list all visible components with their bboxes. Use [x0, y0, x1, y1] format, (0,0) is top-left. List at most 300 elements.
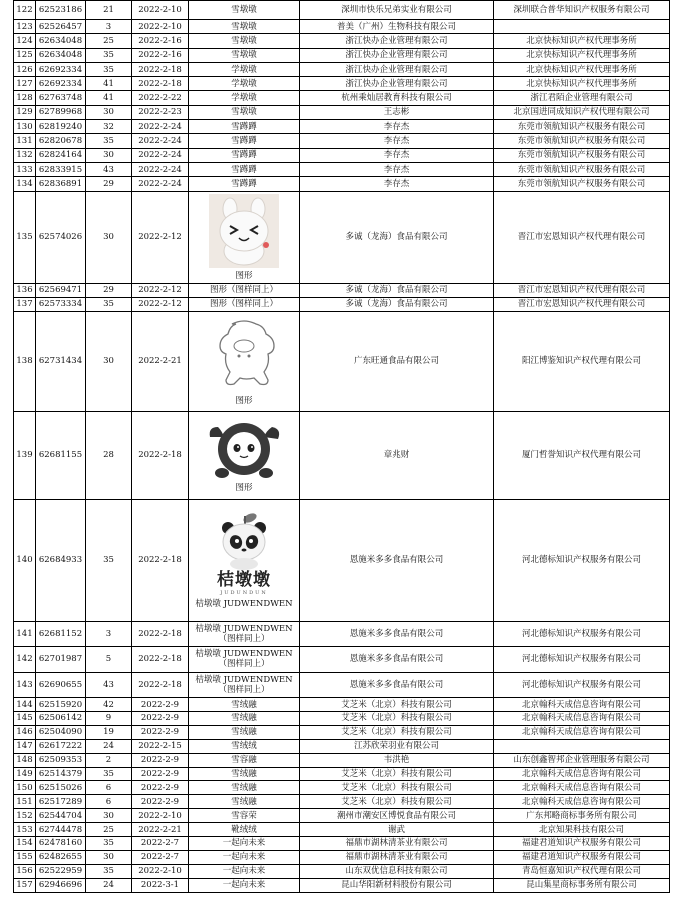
registration-number: 62523186	[36, 1, 86, 20]
trademark-name: 雪容荣	[189, 809, 300, 823]
row-number: 154	[14, 836, 36, 850]
registration-number: 62574026	[36, 191, 86, 283]
application-date: 2022-2-7	[132, 850, 189, 864]
row-number: 148	[14, 753, 36, 767]
agent: 北京翰科天成信息咨询有限公司	[494, 698, 670, 712]
class-number: 3	[86, 20, 132, 34]
registration-number: 62833915	[36, 162, 86, 176]
applicant: 广东旺通食品有限公司	[300, 311, 494, 411]
class-number: 30	[86, 148, 132, 162]
registration-number: 62692334	[36, 77, 86, 91]
class-number: 32	[86, 120, 132, 134]
applicant: 艾芝米（北京）科技有限公司	[300, 725, 494, 739]
trademark-figure-cell	[189, 499, 300, 621]
applicant: 福鼎市湖林清茶业有限公司	[300, 850, 494, 864]
registration-number: 62819240	[36, 120, 86, 134]
row-number: 127	[14, 77, 36, 91]
table-row	[14, 311, 670, 411]
table-row	[14, 725, 670, 739]
table-row	[14, 162, 670, 176]
trademark-name: 学墩墩	[189, 62, 300, 76]
application-date: 2022-2-18	[132, 77, 189, 91]
applicant: 杭州乘灿居教育科技有限公司	[300, 91, 494, 105]
registration-number: 62478160	[36, 836, 86, 850]
application-date: 2022-3-1	[132, 878, 189, 892]
trademark-name: 雪墩墩	[189, 34, 300, 48]
applicant: 艾芝米（北京）科技有限公司	[300, 767, 494, 781]
applicant: 浙江快办企业管理有限公司	[300, 62, 494, 76]
class-number: 35	[86, 767, 132, 781]
table-row	[14, 34, 670, 48]
registration-number: 62634048	[36, 34, 86, 48]
row-number: 140	[14, 499, 36, 621]
row-number: 155	[14, 850, 36, 864]
registration-number: 62763748	[36, 91, 86, 105]
registration-number: 62617222	[36, 739, 86, 753]
applicant: 李存杰	[300, 120, 494, 134]
applicant: 艾芝米（北京）科技有限公司	[300, 698, 494, 712]
registration-number: 62544704	[36, 809, 86, 823]
trademark-name: 雪蹲蹲	[189, 120, 300, 134]
application-date: 2022-2-12	[132, 297, 189, 311]
agent	[494, 20, 670, 34]
agent: 浙江君陌企业管理有限公司	[494, 91, 670, 105]
agent: 北京国进同成知识产权代理有限公司	[494, 105, 670, 119]
applicant: 恩施米多多食品有限公司	[300, 672, 494, 698]
application-date: 2022-2-18	[132, 499, 189, 621]
row-number: 125	[14, 48, 36, 62]
class-number: 29	[86, 177, 132, 191]
class-number: 35	[86, 499, 132, 621]
table-row	[14, 120, 670, 134]
logo-title: 桔墩墩	[217, 569, 271, 590]
agent: 东莞市领航知识产权服务有限公司	[494, 120, 670, 134]
trademark-name: 雪墩墩	[189, 20, 300, 34]
registration-number: 62506142	[36, 711, 86, 725]
registration-number: 62509353	[36, 753, 86, 767]
trademark-name: 靴绒绒	[189, 823, 300, 837]
trademark-name: 雪蹲蹲	[189, 148, 300, 162]
trademark-name: 一起向未来	[189, 878, 300, 892]
table-row	[14, 499, 670, 621]
registration-number: 62504090	[36, 725, 86, 739]
table-row	[14, 767, 670, 781]
row-number: 153	[14, 823, 36, 837]
row-number: 134	[14, 177, 36, 191]
class-number: 3	[86, 621, 132, 647]
registration-number: 62522959	[36, 864, 86, 878]
registration-number: 62946696	[36, 878, 86, 892]
row-number: 123	[14, 20, 36, 34]
row-number: 147	[14, 739, 36, 753]
row-number: 156	[14, 864, 36, 878]
row-number: 145	[14, 711, 36, 725]
registration-number: 62681155	[36, 411, 86, 499]
class-number: 19	[86, 725, 132, 739]
trademark-name: 雪绒融	[189, 767, 300, 781]
applicant: 李存杰	[300, 134, 494, 148]
trademark-name: 雪墩墩	[189, 1, 300, 20]
application-date: 2022-2-16	[132, 34, 189, 48]
table-row	[14, 20, 670, 34]
trademark-name: 图形（图样同上）	[189, 297, 300, 311]
registration-number: 62514379	[36, 767, 86, 781]
applicant: 普美（广州）生物科技有限公司	[300, 20, 494, 34]
application-date: 2022-2-24	[132, 134, 189, 148]
application-date: 2022-2-21	[132, 823, 189, 837]
registration-number: 62517289	[36, 795, 86, 809]
class-number: 41	[86, 77, 132, 91]
registration-number: 62482655	[36, 850, 86, 864]
row-number: 131	[14, 134, 36, 148]
trademark-figure-cell	[189, 311, 300, 411]
row-number: 129	[14, 105, 36, 119]
registration-number: 62820678	[36, 134, 86, 148]
trademark-name: 雪绒融	[189, 795, 300, 809]
application-date: 2022-2-9	[132, 767, 189, 781]
application-date: 2022-2-9	[132, 698, 189, 712]
application-date: 2022-2-18	[132, 62, 189, 76]
trademark-name: 雪绒融	[189, 781, 300, 795]
class-number: 30	[86, 105, 132, 119]
class-number: 30	[86, 809, 132, 823]
class-number: 30	[86, 850, 132, 864]
applicant: 艾芝米（北京）科技有限公司	[300, 711, 494, 725]
agent: 厦门哲誉知识产权代理有限公司	[494, 411, 670, 499]
trademark-name: 桔墩墩 JUDWENDWEN（图样同上）	[189, 672, 300, 698]
application-date: 2022-2-7	[132, 836, 189, 850]
class-number: 42	[86, 698, 132, 712]
trademark-logo-image	[204, 417, 284, 481]
application-date: 2022-2-9	[132, 711, 189, 725]
table-row	[14, 878, 670, 892]
class-number: 25	[86, 34, 132, 48]
agent: 东莞市领航知识产权服务有限公司	[494, 134, 670, 148]
row-number: 124	[14, 34, 36, 48]
table-row	[14, 781, 670, 795]
agent: 晋江市宏恩知识产权代理有限公司	[494, 283, 670, 297]
applicant: 李存杰	[300, 162, 494, 176]
class-number: 35	[86, 48, 132, 62]
applicant: 韦洪艳	[300, 753, 494, 767]
registration-number: 62681152	[36, 621, 86, 647]
registration-number: 62789968	[36, 105, 86, 119]
registration-number: 62824164	[36, 148, 86, 162]
trademark-name: 桔墩墩 JUDWENDWEN（图样同上）	[189, 621, 300, 647]
agent: 东莞市领航知识产权服务有限公司	[494, 177, 670, 191]
application-date: 2022-2-24	[132, 120, 189, 134]
trademark-name: 图形	[235, 396, 253, 407]
registration-number: 62515920	[36, 698, 86, 712]
applicant: 多诚（龙海）食品有限公司	[300, 283, 494, 297]
table-row	[14, 105, 670, 119]
trademark-name: 雪容融	[189, 753, 300, 767]
application-date: 2022-2-9	[132, 725, 189, 739]
agent: 广东邦略商标事务所有限公司	[494, 809, 670, 823]
class-number: 43	[86, 162, 132, 176]
trademark-name: 学墩墩	[189, 91, 300, 105]
row-number: 138	[14, 311, 36, 411]
registration-number: 62701987	[36, 647, 86, 673]
table-row	[14, 647, 670, 673]
table-row	[14, 148, 670, 162]
row-number: 152	[14, 809, 36, 823]
table-row	[14, 1, 670, 20]
agent: 青岛恒嘉知识产权代理有限公司	[494, 864, 670, 878]
row-number: 136	[14, 283, 36, 297]
class-number: 43	[86, 672, 132, 698]
application-date: 2022-2-18	[132, 647, 189, 673]
applicant: 潮州市潮安区博悦食品有限公司	[300, 809, 494, 823]
trademark-name: 雪蹲蹲	[189, 162, 300, 176]
agent: 北京快标知识产权代理事务所	[494, 77, 670, 91]
table-row	[14, 850, 670, 864]
table-row	[14, 48, 670, 62]
trademark-table	[13, 0, 670, 893]
class-number: 25	[86, 823, 132, 837]
row-number: 132	[14, 148, 36, 162]
application-date: 2022-2-15	[132, 739, 189, 753]
agent: 北京快标知识产权代理事务所	[494, 48, 670, 62]
registration-number: 62515026	[36, 781, 86, 795]
agent: 北京翰科天成信息咨询有限公司	[494, 767, 670, 781]
applicant: 王志彬	[300, 105, 494, 119]
table-row	[14, 77, 670, 91]
applicant: 恩施米多多食品有限公司	[300, 647, 494, 673]
agent: 北京翰科天成信息咨询有限公司	[494, 711, 670, 725]
table-row	[14, 753, 670, 767]
agent: 北京翰科天成信息咨询有限公司	[494, 795, 670, 809]
agent: 深圳联合普华知识产权服务有限公司	[494, 1, 670, 20]
table-row	[14, 698, 670, 712]
application-date: 2022-2-18	[132, 411, 189, 499]
panda-logo-image	[214, 512, 274, 570]
agent: 北京知果科技有限公司	[494, 823, 670, 837]
class-number: 9	[86, 711, 132, 725]
application-date: 2022-2-21	[132, 311, 189, 411]
trademark-name: 图形（图样同上）	[189, 283, 300, 297]
applicant: 多诚（龙海）食品有限公司	[300, 297, 494, 311]
class-number: 24	[86, 878, 132, 892]
trademark-name: 学墩墩	[189, 77, 300, 91]
table-row	[14, 177, 670, 191]
application-date: 2022-2-9	[132, 795, 189, 809]
application-date: 2022-2-24	[132, 162, 189, 176]
applicant: 山东双优信息科技有限公司	[300, 864, 494, 878]
applicant: 深圳市快乐兄弟实业有限公司	[300, 1, 494, 20]
logo-subtitle: JUDUNDUN	[220, 589, 268, 596]
row-number: 130	[14, 120, 36, 134]
trademark-name: 雪墩墩	[189, 105, 300, 119]
trademark-figure-cell	[189, 411, 300, 499]
table-row	[14, 739, 670, 753]
application-date: 2022-2-18	[132, 621, 189, 647]
class-number: 35	[86, 62, 132, 76]
registration-number: 62526457	[36, 20, 86, 34]
application-date: 2022-2-16	[132, 48, 189, 62]
table-row	[14, 711, 670, 725]
table-row	[14, 134, 670, 148]
class-number: 29	[86, 283, 132, 297]
trademark-name: 雪蹲蹲	[189, 177, 300, 191]
trademark-name: 图形	[235, 483, 253, 494]
row-number: 128	[14, 91, 36, 105]
application-date: 2022-2-10	[132, 1, 189, 20]
applicant: 江苏欣荣羽业有限公司	[300, 739, 494, 753]
registration-number: 62634048	[36, 48, 86, 62]
registration-number: 62731434	[36, 311, 86, 411]
agent: 晋江市宏恩知识产权代理有限公司	[494, 191, 670, 283]
row-number: 143	[14, 672, 36, 698]
application-date: 2022-2-10	[132, 809, 189, 823]
agent: 福建君道知识产权服务有限公司	[494, 850, 670, 864]
applicant: 浙江快办企业管理有限公司	[300, 48, 494, 62]
agent: 北京快标知识产权代理事务所	[494, 34, 670, 48]
table-row	[14, 621, 670, 647]
applicant: 恩施米多多食品有限公司	[300, 621, 494, 647]
agent: 山东创鑫智邦企业管理服务有限公司	[494, 753, 670, 767]
agent	[494, 739, 670, 753]
class-number: 6	[86, 795, 132, 809]
table-row	[14, 864, 670, 878]
trademark-table-page	[13, 0, 669, 893]
applicant: 浙江快办企业管理有限公司	[300, 34, 494, 48]
application-date: 2022-2-24	[132, 177, 189, 191]
trademark-logo-image	[208, 193, 280, 269]
row-number: 135	[14, 191, 36, 283]
registration-number: 62692334	[36, 62, 86, 76]
row-number: 157	[14, 878, 36, 892]
registration-number: 62836891	[36, 177, 86, 191]
row-number: 141	[14, 621, 36, 647]
class-number: 35	[86, 297, 132, 311]
table-row	[14, 191, 670, 283]
application-date: 2022-2-22	[132, 91, 189, 105]
table-row	[14, 91, 670, 105]
table-row	[14, 823, 670, 837]
applicant: 福鼎市湖林清茶业有限公司	[300, 836, 494, 850]
row-number: 142	[14, 647, 36, 673]
applicant: 章兆财	[300, 411, 494, 499]
registration-number: 62569471	[36, 283, 86, 297]
agent: 福建君道知识产权服务有限公司	[494, 836, 670, 850]
class-number: 35	[86, 134, 132, 148]
juduandun-logo	[214, 512, 274, 597]
table-row	[14, 809, 670, 823]
table-row	[14, 283, 670, 297]
agent: 北京翰科天成信息咨询有限公司	[494, 725, 670, 739]
applicant: 浙江快办企业管理有限公司	[300, 77, 494, 91]
application-date: 2022-2-24	[132, 148, 189, 162]
trademark-name: 一起向未来	[189, 864, 300, 878]
class-number: 28	[86, 411, 132, 499]
row-number: 122	[14, 1, 36, 20]
table-row	[14, 297, 670, 311]
applicant: 艾芝米（北京）科技有限公司	[300, 781, 494, 795]
row-number: 126	[14, 62, 36, 76]
class-number: 35	[86, 836, 132, 850]
trademark-name: 一起向未来	[189, 850, 300, 864]
agent: 河北德标知识产权服务有限公司	[494, 672, 670, 698]
class-number: 30	[86, 191, 132, 283]
application-date: 2022-2-10	[132, 864, 189, 878]
trademark-name: 桔墩墩 JUDWENDWEN	[195, 598, 293, 609]
table-row	[14, 672, 670, 698]
trademark-name: 雪绒融	[189, 698, 300, 712]
trademark-logo-image	[208, 316, 280, 394]
agent: 河北德标知识产权服务有限公司	[494, 621, 670, 647]
table-row	[14, 795, 670, 809]
agent: 阳江博鉴知识产权代理有限公司	[494, 311, 670, 411]
application-date: 2022-2-10	[132, 20, 189, 34]
registration-number: 62690655	[36, 672, 86, 698]
applicant: 恩施米多多食品有限公司	[300, 499, 494, 621]
row-number: 146	[14, 725, 36, 739]
trademark-name: 雪绒融	[189, 725, 300, 739]
row-number: 151	[14, 795, 36, 809]
trademark-name: 雪绒绒	[189, 739, 300, 753]
applicant: 谢武	[300, 823, 494, 837]
agent: 北京快标知识产权代理事务所	[494, 62, 670, 76]
row-number: 137	[14, 297, 36, 311]
class-number: 5	[86, 647, 132, 673]
application-date: 2022-2-9	[132, 753, 189, 767]
trademark-name: 图形	[235, 271, 253, 282]
trademark-name: 雪绒融	[189, 711, 300, 725]
agent: 北京翰科天成信息咨询有限公司	[494, 781, 670, 795]
table-row	[14, 411, 670, 499]
trademark-name: 雪蹲蹲	[189, 134, 300, 148]
application-date: 2022-2-9	[132, 781, 189, 795]
applicant: 昆山华阳新材料股份有限公司	[300, 878, 494, 892]
application-date: 2022-2-18	[132, 672, 189, 698]
applicant: 多诚（龙海）食品有限公司	[300, 191, 494, 283]
class-number: 24	[86, 739, 132, 753]
application-date: 2022-2-12	[132, 191, 189, 283]
table-row	[14, 62, 670, 76]
trademark-name: 一起向未来	[189, 836, 300, 850]
trademark-name: 桔墩墩 JUDWENDWEN（图样同上）	[189, 647, 300, 673]
trademark-figure-cell	[189, 191, 300, 283]
agent: 东莞市领航知识产权服务有限公司	[494, 162, 670, 176]
class-number: 21	[86, 1, 132, 20]
agent: 东莞市领航知识产权服务有限公司	[494, 148, 670, 162]
row-number: 150	[14, 781, 36, 795]
registration-number: 62744478	[36, 823, 86, 837]
application-date: 2022-2-12	[132, 283, 189, 297]
application-date: 2022-2-23	[132, 105, 189, 119]
trademark-name: 雪墩墩	[189, 48, 300, 62]
applicant: 李存杰	[300, 177, 494, 191]
applicant: 艾芝米（北京）科技有限公司	[300, 795, 494, 809]
row-number: 144	[14, 698, 36, 712]
row-number: 149	[14, 767, 36, 781]
agent: 河北德标知识产权服务有限公司	[494, 647, 670, 673]
agent: 晋江市宏恩知识产权代理有限公司	[494, 297, 670, 311]
class-number: 41	[86, 91, 132, 105]
class-number: 30	[86, 311, 132, 411]
row-number: 133	[14, 162, 36, 176]
agent: 河北德标知识产权服务有限公司	[494, 499, 670, 621]
class-number: 2	[86, 753, 132, 767]
class-number: 6	[86, 781, 132, 795]
registration-number: 62684933	[36, 499, 86, 621]
class-number: 35	[86, 864, 132, 878]
applicant: 李存杰	[300, 148, 494, 162]
table-row	[14, 836, 670, 850]
row-number: 139	[14, 411, 36, 499]
agent: 昆山集星商标事务所有限公司	[494, 878, 670, 892]
